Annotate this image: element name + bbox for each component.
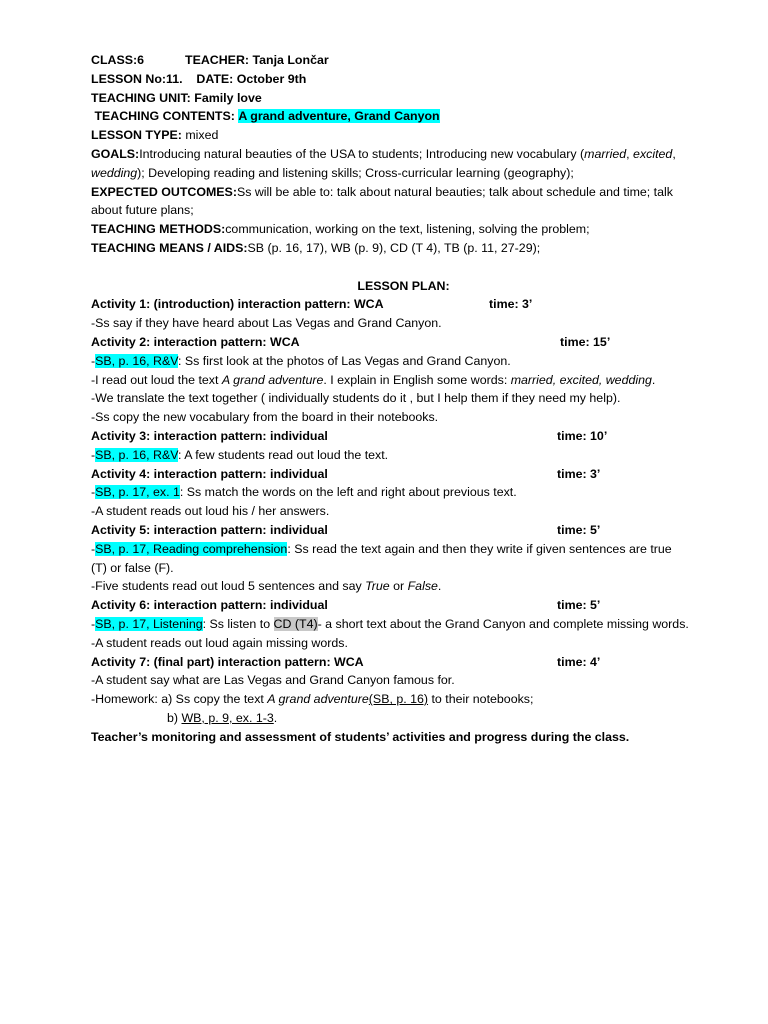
activity-6-line-1: -SB, p. 17, Listening: Ss listen to CD (T4)- a short text about the Grand Canyon and complete missing words. [91,616,689,631]
activity-4-line-2: -A student reads out loud his / her answers. [91,504,330,519]
activity-7-line-1: -A student say what are Las Vegas and Grand Canyon famous for. [91,673,455,688]
lesson-plan-document [91,51,716,746]
outcomes-line-1: EXPECTED OUTCOMES:Ss will be able to: talk about natural beauties; talk about schedule and time; talk [91,184,673,199]
activity-3-heading: Activity 3: interaction pattern: individual time: 10’ [91,428,608,443]
lesson-plan-title: LESSON PLAN: [357,278,450,293]
assessment-footer: Teacher’s monitoring and assessment of students’ activities and progress during the class. [91,729,630,744]
activity-4-heading: Activity 4: interaction pattern: individual time: 3’ [91,466,601,481]
activity-7-line-3: b) WB, p. 9, ex. 1-3. [167,710,278,725]
activity-5-line-2: (T) or false (F). [91,560,174,575]
lesson-type-line: LESSON TYPE: mixed [91,128,219,143]
outcomes-line-2: about future plans; [91,203,194,218]
activity-7-line-2: -Homework: a) Ss copy the text A grand adventure(SB, p. 16) to their notebooks; [91,692,534,707]
activity-6-line-2: -A student reads out loud again missing words. [91,635,348,650]
activity-1-line-1: -Ss say if they have heard about Las Vegas and Grand Canyon. [91,316,442,331]
textbook-ref-highlight: SB, p. 17, Reading comprehension [95,541,288,556]
lesson-date-line: LESSON No:11. DATE: October 9th [91,71,307,86]
textbook-ref-highlight: SB, p. 17, ex. 1 [95,485,180,500]
activity-1-heading: Activity 1: (introduction) interaction pattern: WCA time: 3’ [91,297,533,312]
activity-2-heading: Activity 2: interaction pattern: WCA time: 15’ [91,334,611,349]
teaching-unit-line: TEACHING UNIT: Family love [91,90,262,105]
textbook-ref-highlight: SB, p. 17, Listening [95,616,203,631]
goals-line-2: wedding); Developing reading and listening skills; Cross-curricular learning (geography); [91,165,574,180]
teacher-field: TEACHER: Tanja Lončar [185,53,329,67]
activity-2-line-3: -We translate the text together ( individually students do it , but I help them if they need my help). [91,391,621,406]
goals-line-1: GOALS:Introducing natural beauties of the USA to students; Introducing new vocabulary (married, excited, [91,146,676,161]
activity-6-heading: Activity 6: interaction pattern: individual time: 5’ [91,598,601,613]
activity-4-line-1: -SB, p. 17, ex. 1: Ss match the words on the left and right about previous text. [91,485,517,500]
activity-7-heading: Activity 7: (final part) interaction pattern: WCA time: 4’ [91,654,601,669]
methods-line: TEACHING METHODS:communication, working on the text, listening, solving the problem; [91,222,590,237]
means-line: TEACHING MEANS / AIDS:SB (p. 16, 17), WB (p. 9), CD (T 4), TB (p. 11, 27-29); [91,240,541,255]
activity-2-line-1: -SB, p. 16, R&V: Ss first look at the photos of Las Vegas and Grand Canyon. [91,353,511,368]
class-teacher-line: CLASS:6 TEACHER: Tanja Lončar [91,51,716,70]
activity-2-line-2: -I read out loud the text A grand adventure. I explain in English some words: married, excited, wedding. [91,372,656,387]
activity-2-line-4: -Ss copy the new vocabulary from the board in their notebooks. [91,410,439,425]
activity-5-line-1: -SB, p. 17, Reading comprehension: Ss read the text again and then they write if given sentences are true [91,541,672,556]
textbook-ref-highlight: SB, p. 16, R&V [95,447,179,462]
activity-3-line-1: -SB, p. 16, R&V: A few students read out loud the text. [91,447,389,462]
teaching-contents-line: TEACHING CONTENTS: A grand adventure, Grand Canyon [94,109,440,124]
activity-5-heading: Activity 5: interaction pattern: individual time: 5’ [91,522,601,537]
cd-ref-highlight: CD (T4) [273,616,318,631]
textbook-ref-highlight: SB, p. 16, R&V [95,353,179,368]
activity-5-line-3: -Five students read out loud 5 sentences and say True or False. [91,579,442,594]
contents-highlight: A grand adventure, Grand Canyon [238,109,440,124]
